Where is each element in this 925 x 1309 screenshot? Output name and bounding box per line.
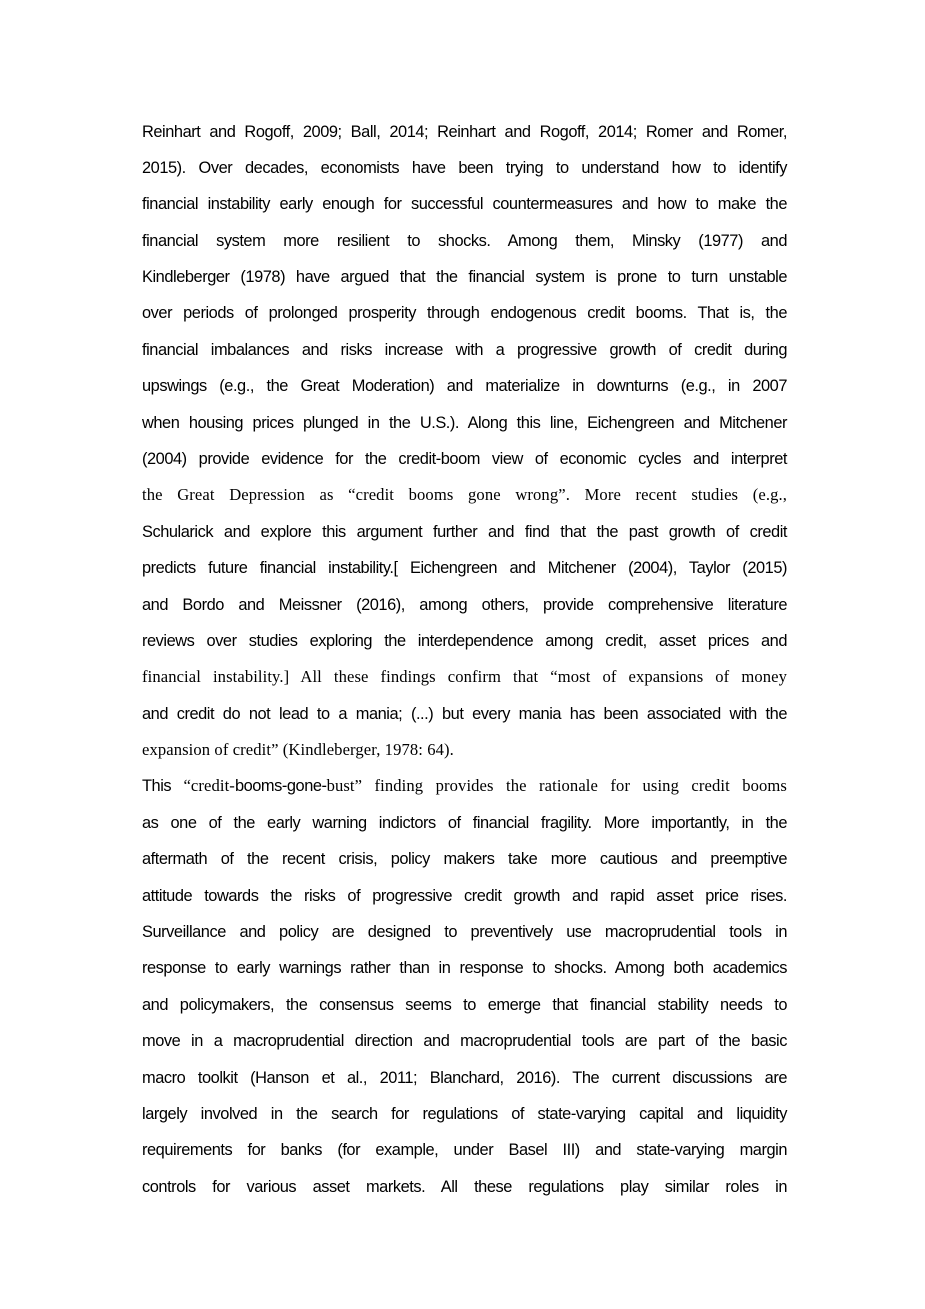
text-line: expansion of credit” (Kindleberger, 1978: 64). — [142, 740, 454, 759]
text-line: the Great Depression as “credit booms gone wrong”. More recent studies (e.g., — [142, 485, 787, 504]
text-line: 2015). Over decades, economists have been trying to understand how to identify — [142, 159, 787, 177]
text-line: response to early warnings rather than in response to shocks. Among both academics — [142, 959, 787, 977]
text-line: financial system more resilient to shocks. Among them, Minsky (1977) and — [142, 232, 787, 250]
text-line: as one of the early warning indictors of financial fragility. More importantly, in the — [142, 814, 787, 832]
text-line: financial imbalances and risks increase with a progressive growth of credit during — [142, 341, 787, 359]
text-line: (2004) provide evidence for the credit-boom view of economic cycles and interpret — [142, 450, 787, 468]
text-line: Surveillance and policy are designed to preventively use macroprudential tools in — [142, 923, 787, 941]
text-line: requirements for banks (for example, under Basel III) and state-varying margin — [142, 1141, 787, 1159]
text-line: Schularick and explore this argument further and find that the past growth of credit — [142, 523, 787, 541]
text-line: and credit do not lead to a mania; (...) but every mania has been associated with the — [142, 705, 787, 723]
text-line: when housing prices plunged in the U.S.). Along this line, Eichengreen and Mitchener — [142, 414, 787, 432]
text-run: This — [142, 777, 184, 795]
text-run: bust” finding provides the rationale for using credit booms — [326, 776, 787, 795]
text-run: “credit- — [183, 776, 235, 795]
text-line: predicts future financial instability.[ Eichengreen and Mitchener (2004), Taylor (2015) — [142, 559, 787, 577]
text-line: attitude towards the risks of progressive credit growth and rapid asset price rises. — [142, 887, 787, 905]
text-line: Reinhart and Rogoff, 2009; Ball, 2014; Reinhart and Rogoff, 2014; Romer and Romer, — [142, 123, 787, 141]
text-line: aftermath of the recent crisis, policy makers take more cautious and preemptive — [142, 850, 787, 868]
text-line: macro toolkit (Hanson et al., 2011; Blanchard, 2016). The current discussions are — [142, 1069, 787, 1087]
text-line: financial instability.] All these findings confirm that “most of expansions of money — [142, 667, 787, 686]
text-line: move in a macroprudential direction and macroprudential tools are part of the basic — [142, 1032, 787, 1050]
text-line: and Bordo and Meissner (2016), among others, provide comprehensive literature — [142, 596, 787, 614]
text-line: and policymakers, the consensus seems to emerge that financial stability needs to — [142, 996, 787, 1014]
text-line: controls for various asset markets. All these regulations play similar roles in — [142, 1178, 787, 1196]
text-line: largely involved in the search for regulations of state-varying capital and liquidity — [142, 1105, 787, 1123]
text-line: over periods of prolonged prosperity through endogenous credit booms. That is, the — [142, 304, 787, 322]
text-line: upswings (e.g., the Great Moderation) and materialize in downturns (e.g., in 2007 — [142, 377, 787, 395]
text-line: financial instability early enough for successful countermeasures and how to make the — [142, 195, 787, 213]
text-line — [142, 773, 787, 799]
text-run: booms-gone- — [234, 777, 327, 795]
text-line: reviews over studies exploring the interdependence among credit, asset prices and — [142, 632, 787, 650]
text-line: Kindleberger (1978) have argued that the financial system is prone to turn unstable — [142, 268, 787, 286]
